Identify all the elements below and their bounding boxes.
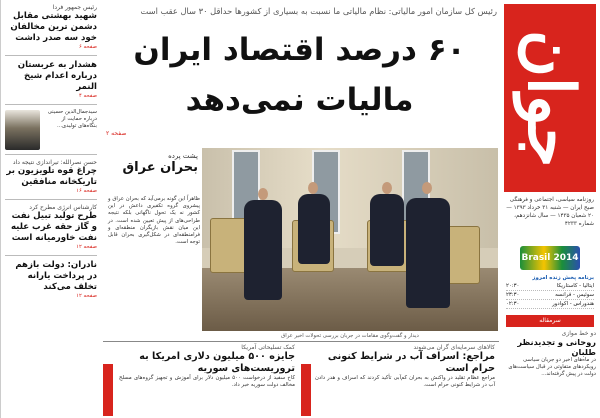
bottom-story-2[interactable] [119, 344, 295, 389]
photo-person-head [258, 188, 268, 200]
brief-headline: نادران: دولت بازهم در پرداخت یارانه تخلف می‌کند [15, 260, 97, 292]
photo-person [298, 194, 330, 264]
story-kicker: دو خط موازی [561, 330, 596, 337]
main-kicker: رئیس کل سازمان امور مالیاتی: نظام مالیاتی ما نسبت به بسیاری از کشورها حداقل ۳۰ سال عقب است [140, 6, 497, 16]
story-body: کاخ سفید از درخواست ۵۰۰ میلیون دلار برای آموزش و تجهیز گروه‌های مسلح مخالف دولت سوریه خبر داد. [119, 375, 295, 388]
divider [5, 255, 97, 256]
red-accent-bar [103, 364, 113, 416]
tv-schedule-title: برنامه پخش زنده امروز [532, 275, 594, 281]
brief-4[interactable] [5, 159, 97, 195]
brief-3[interactable] [5, 109, 97, 130]
schedule-row: ایتالیا - کاستاریکا ۲۰:۳۰ [506, 283, 594, 289]
story-kicker: کمک تسلیحاتی آمریکا [241, 344, 295, 351]
bottom-story-1[interactable] [315, 344, 495, 389]
sub-story-headline: بحران عراق [122, 160, 198, 175]
page-ref: صفحه ۱۲ [76, 293, 97, 299]
story-headline: مراجع: اسراف آب در شرایط کنونی حرام است [327, 351, 495, 374]
story-body: در ماه‌های اخیر دو جریان سیاسی رویکردهای متفاوتی در قبال سیاست‌های دولت در پیش گرفته‌اند... [508, 357, 596, 377]
divider [5, 55, 97, 56]
story-kicker: کالاهای سرمایه‌ای گران می‌شوند [413, 344, 495, 351]
brief-kicker: حسن نصرالله: تیراندازی نتیجه داد [12, 159, 97, 166]
photo-person [244, 200, 282, 300]
sub-story-kicker: پشت پرده [168, 152, 198, 160]
main-photo [202, 148, 498, 331]
newspaper-logo: جوان [513, 30, 588, 168]
sub-story-header[interactable] [108, 152, 198, 176]
page-ref: صفحه ۱۶ [76, 188, 97, 194]
main-headline-line2[interactable]: مالیات نمی‌دهد [185, 82, 414, 118]
editorial-label: سرمقاله [506, 315, 594, 327]
story-body: مراجع عظام تقلید در واکنش به بحران کم‌آبی تأکید کردند که اسراف و هدر دادن آب در شرایط کنونی حرام است. [315, 375, 495, 388]
divider [5, 199, 97, 200]
photo-person-head [422, 182, 432, 194]
world-cup-logo: Brasil 2014 [520, 246, 580, 270]
bottom-stories [103, 341, 499, 418]
schedule-row: سوئیس - فرانسه ۲۳:۳۰ [506, 292, 594, 298]
brief-1[interactable] [5, 4, 97, 51]
issue-info: روزنامه سیاسی، اجتماعی و فرهنگی صبح ایران — شنبه ۳۱ خرداد ۱۳۹۳ — ۲۰ شعبان ۱۴۳۵ — سال شانزدهم، شماره ۴۲۳۳ [506, 197, 594, 227]
brief-6[interactable] [5, 260, 97, 300]
page-ref: صفحه ۴ [79, 93, 97, 99]
brief-kicker: کارشناس انرژی مطرح کرد [29, 204, 97, 211]
author-portrait [5, 110, 40, 150]
divider [5, 154, 97, 155]
brief-headline: هشدار به عربستان درباره اعدام شیخ النمر [17, 60, 97, 92]
photo-person [370, 194, 404, 266]
tv-schedule [506, 274, 594, 309]
photo-person-head [308, 182, 318, 194]
brief-body: سیدجمال‌الدین حسینی درباره حمایت از بنگاه‌های تولیدی... [47, 109, 97, 129]
masthead-logo-block [504, 4, 596, 192]
photo-person-head [382, 182, 392, 194]
photo-caption: دیدار و گفت‌وگوی مقامات در جریان بررسی تحولات اخیر عراق [281, 333, 419, 339]
brief-headline: شهید بهشتی مقابل دشمن ترین مخالفان خود سه صدر داشت [10, 11, 97, 43]
page-ref: صفحه ۶ [79, 44, 97, 50]
divider [5, 104, 97, 105]
brief-headline: طرح تولید تبیل نفت و گاز حقه غرب علیه نفت خاورمیانه است [10, 211, 97, 243]
story-headline: جایزه ۵۰۰ میلیون دلاری امریکا به تروریست‌های سوریه [139, 351, 295, 374]
brief-5[interactable] [5, 204, 97, 251]
red-accent-bar [301, 364, 311, 416]
page-ref: صفحه ۲ [106, 130, 127, 137]
right-bottom-story[interactable] [501, 330, 596, 378]
page-ref: صفحه ۱۲ [76, 244, 97, 250]
sub-story-body: ظاهراً این گونه برمی‌آید که بحران عراق و پیشروی گروه تکفیری داعش در این کشور نه یک تحول ناگهانی بلکه نتیجه طراحی‌های از پیش تعیین شده است. در این میان نقش بازیگران منطقه‌ای و فرامنطقه‌ای در شکل‌گیری بحران قابل توجه است. [108, 196, 200, 246]
brief-2[interactable] [5, 60, 97, 100]
photo-person [406, 198, 450, 308]
schedule-row: هندوراس - اکوادور ۰۲:۳۰ [506, 301, 594, 307]
brief-kicker: رئیس جمهور فردا [52, 4, 97, 11]
main-headline-line1[interactable]: ۶۰ درصد اقتصاد ایران [133, 32, 466, 68]
left-column [0, 0, 101, 418]
brief-headline: چراغ قوه تلویزیون بر تاریکخانه منافقین [6, 166, 97, 187]
story-headline: روحانی و تجدیدنظر طلبان [517, 337, 596, 357]
